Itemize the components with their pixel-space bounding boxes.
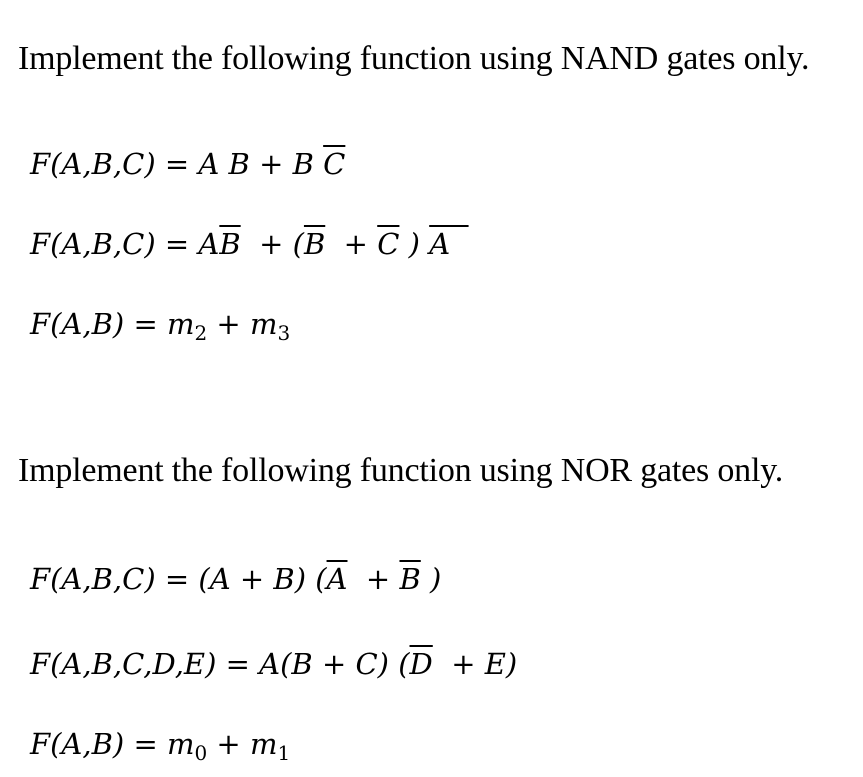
equation-5 — [30, 647, 518, 681]
equation-6 — [30, 727, 291, 765]
eq1-c-bar: $\overline{C}$ — [323, 147, 346, 181]
eq1-term: A B + B — [198, 147, 324, 181]
eq6-sub-2: 1 — [277, 741, 291, 765]
eq4-lhs: F(A,B,C) — [30, 562, 156, 596]
eq6-m: m — [166, 727, 195, 761]
eq3-m-2: m — [249, 307, 278, 341]
eq4-b-bar: $\overline{B}$ — [399, 562, 421, 596]
equation-2 — [30, 227, 469, 261]
eq2-equals: = — [155, 227, 199, 261]
eq4-close: ) — [420, 562, 442, 596]
eq5-d-bar: $\overline{D}$ — [409, 647, 433, 681]
nand-heading: Implement the following function using NAND gates only. — [18, 40, 810, 77]
eq5-rest: + E) — [432, 647, 518, 681]
eq2-mid: + ( — [240, 227, 304, 261]
eq2-lhs: F(A,B,C) — [30, 227, 156, 261]
eq2-a: A — [198, 227, 220, 261]
eq3-sub-2: 3 — [277, 321, 291, 345]
eq2-b-bar: $\overline{B}$ — [219, 227, 241, 261]
eq4-term: (A + B) ( — [198, 562, 327, 596]
eq4-a-bar: $\overline{A}$ — [326, 562, 348, 596]
eq2-c-bar: $\overline{C}$ — [377, 227, 400, 261]
eq6-plus: + — [207, 727, 250, 761]
eq5-lhs: F(A,B,C,D,E) — [30, 647, 217, 681]
eq2-plus: + — [325, 227, 378, 261]
eq6-m-2: m — [249, 727, 278, 761]
eq2-b-bar-2: $\overline{B}$ — [303, 227, 326, 261]
nor-heading: Implement the following function using NOR gates only. — [18, 452, 784, 489]
eq4-equals: = — [155, 562, 199, 596]
equation-4 — [30, 562, 442, 596]
eq5-term: A(B + C) ( — [259, 647, 410, 681]
eq4-plus: + — [347, 562, 400, 596]
eq3-sub-1: 2 — [194, 321, 208, 345]
eq3-equals: = — [124, 307, 167, 341]
eq6-equals: = — [124, 727, 167, 761]
eq3-lhs: F(A,B) — [30, 307, 125, 341]
eq3-m: m — [166, 307, 195, 341]
equation-1 — [30, 147, 346, 181]
eq6-lhs: F(A,B) — [30, 727, 125, 761]
eq1-equals: = — [155, 147, 199, 181]
equation-3 — [30, 307, 291, 345]
eq6-sub-1: 0 — [194, 741, 208, 765]
eq2-a-bar: A — [429, 227, 469, 261]
eq5-equals: = — [216, 647, 260, 681]
eq1-lhs: F(A,B,C) — [30, 147, 156, 181]
eq2-close: ) — [399, 227, 430, 261]
eq3-plus: + — [207, 307, 250, 341]
